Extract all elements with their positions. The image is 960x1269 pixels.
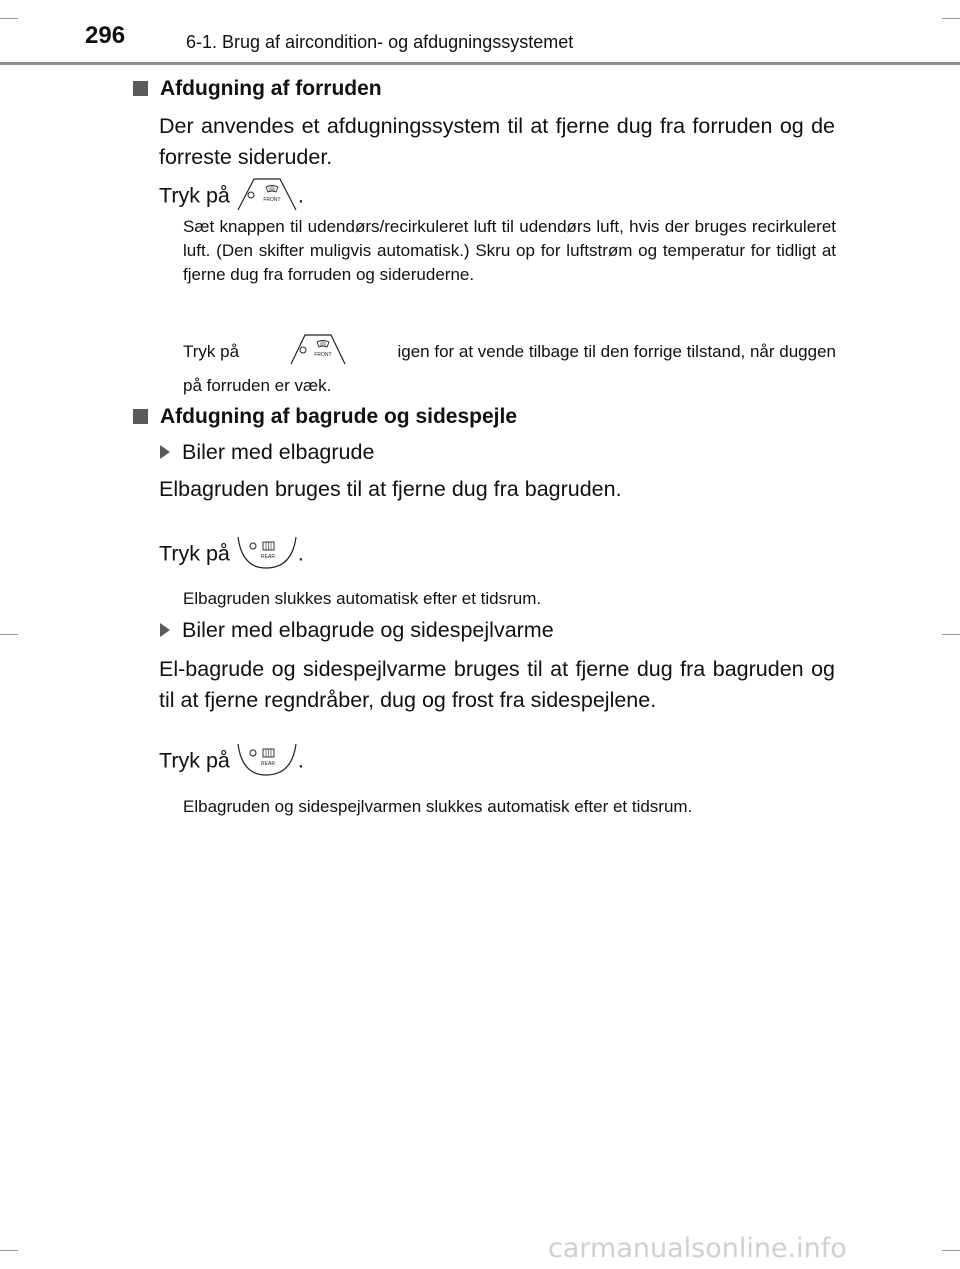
section1-note2-line2: på forruden er væk.: [183, 376, 332, 395]
crop-mark: [0, 634, 18, 635]
rear-defogger-button-icon: [236, 535, 298, 575]
svg-text:FRONT: FRONT: [314, 352, 332, 358]
section-heading-front-defog: Afdugning af forruden: [133, 77, 382, 101]
subsection1-note: Elbagruden slukkes automatisk efter et tidsrum.: [183, 589, 542, 608]
chapter-title: 6-1. Brug af aircondition- og afdugningssystemet: [186, 32, 574, 52]
subsection2-note: Elbagruden og sidespejlvarmen slukkes automatisk efter et tidsrum.: [183, 797, 693, 816]
triangle-bullet-icon: [160, 623, 170, 637]
front-defroster-button-icon: [236, 177, 298, 217]
subsection1-press-instruction: Tryk på REAR .: [159, 535, 304, 575]
svg-text:FRONT: FRONT: [263, 197, 281, 203]
section1-note2: Tryk på FRONT igen for at vende tilbage til den forrige tilstand, når duggen: [183, 333, 836, 370]
crop-mark: [942, 634, 960, 635]
front-defroster-button-icon: [289, 333, 347, 370]
header-divider: [0, 62, 960, 65]
section1-press-instruction: Tryk på FRONT .: [159, 177, 304, 217]
svg-text:REAR: REAR: [260, 554, 275, 560]
rear-defogger-button-icon: [236, 742, 298, 782]
triangle-bullet-icon: [160, 445, 170, 459]
crop-mark: [942, 18, 960, 19]
square-bullet-icon: [133, 409, 148, 424]
watermark: carmanualsonline.info: [548, 1233, 847, 1264]
page-number: 296: [85, 22, 126, 49]
section1-body: Der anvendes et afdugningssystem til at fjerne dug fra forruden og de forreste sideruder.: [159, 114, 835, 169]
subsection2-press-instruction: Tryk på REAR .: [159, 742, 304, 782]
subsection-title-rear-window-mirror: Biler med elbagrude og sidespejlvarme: [160, 618, 554, 643]
svg-text:REAR: REAR: [260, 761, 275, 767]
square-bullet-icon: [133, 81, 148, 96]
subsection-title-rear-window: Biler med elbagrude: [160, 440, 374, 465]
subsection2-body: El-bagrude og sidespejlvarme bruges til at fjerne dug fra bagruden og til at fjerne regndråber, dug og frost fra sidespejlene.: [159, 657, 835, 712]
crop-mark: [0, 1250, 18, 1251]
subsection1-body: Elbagruden bruges til at fjerne dug fra bagruden.: [159, 477, 622, 501]
section-heading-rear-defog: Afdugning af bagrude og sidespejle: [133, 405, 517, 429]
section1-note: Sæt knappen til udendørs/recirkuleret luft til udendørs luft, hvis der bruges recirkuleret luft. (Den skifter muligvis automatisk.) Skru op for luftstrøm og temperatur for tidligt at fjerne dug fra forruden og sideruderne.: [183, 217, 836, 284]
crop-mark: [0, 18, 18, 19]
crop-mark: [942, 1250, 960, 1251]
